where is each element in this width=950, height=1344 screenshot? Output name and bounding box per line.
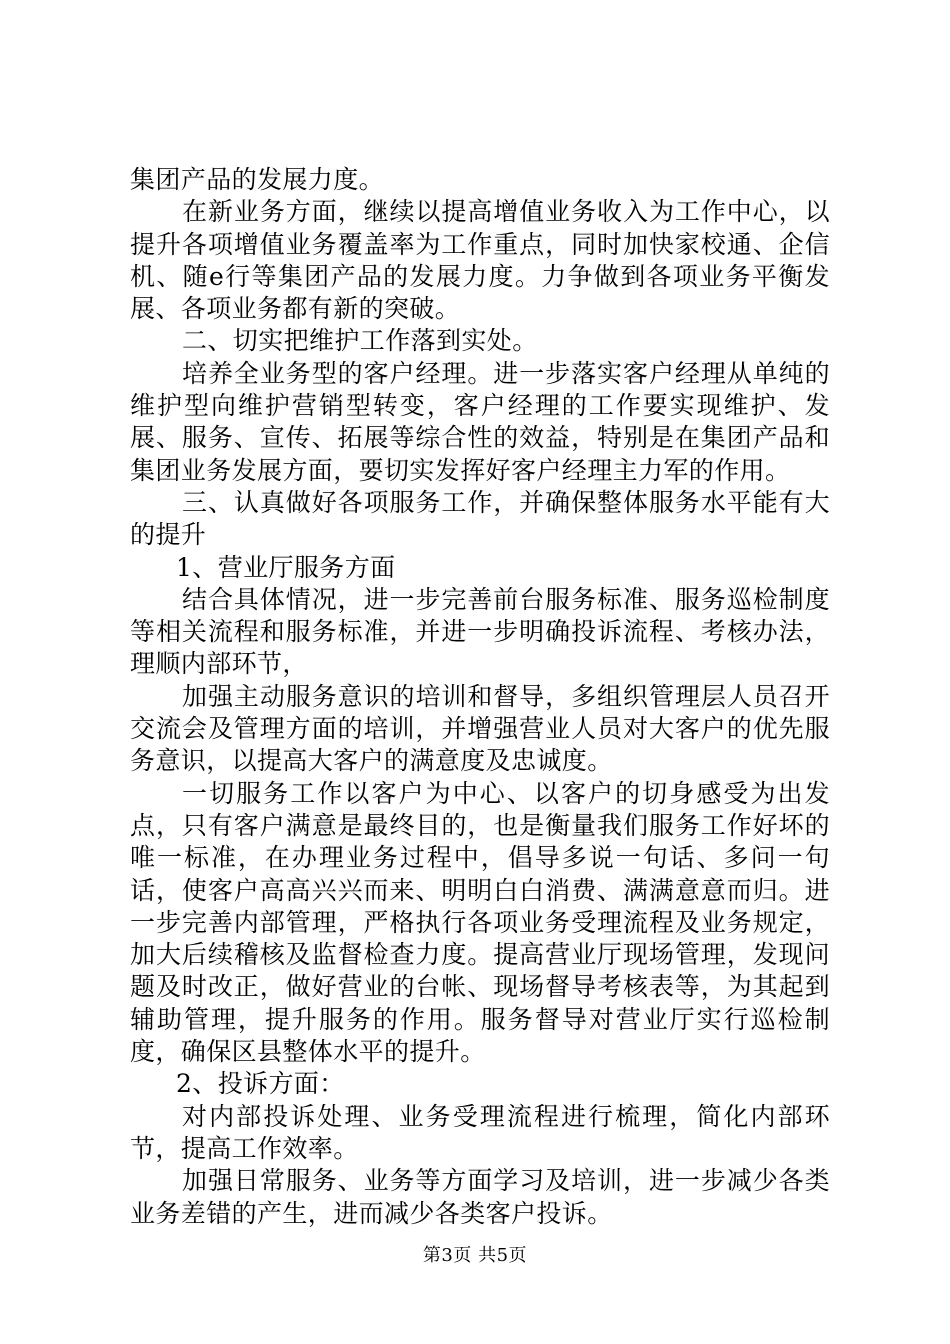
document-body — [130, 164, 830, 1230]
paragraph-7: 结合具体情况，进一步完善前台服务标准、服务巡检制度等相关流程和服务标准，并进一步明确投诉流程、考核办法，理顺内部环节， — [130, 584, 830, 679]
subsection-heading-1: 1、营业厅服务方面 — [176, 552, 396, 582]
paragraph-1: 集团产品的发展力度。 — [130, 165, 385, 194]
paragraph-4: 培养全业务型的客户经理。进一步落实客户经理从单纯的维护型向维护营销型转变，客户经理的工作要实现维护、发展、服务、宣传、拓展等综合性的效益，特别是在集团产品和集团业务发展方面，要切实发挥好客户经理主力军的作用。 — [130, 358, 830, 485]
subsection-heading-2: 2、投诉方面： — [176, 1069, 345, 1099]
paragraph-9: 一切服务工作以客户为中心、以客户的切身感受为出发点，只有客户满意是最终目的，也是衡量我们服务工作好坏的唯一标准，在办理业务过程中，倡导多说一句话、多问一句话，使客户高高兴兴而来、明明白白消费、满满意意而归。进一步完善内部管理，严格执行各项业务受理流程及业务规定，加大后续稽核及监督检查力度。提高营业厅现场管理，发现问题及时改正，做好营业的台帐、现场督导考核表等，为其起到辅助管理，提升服务的作用。服务督导对营业厅实行巡检制度，确保区县整体水平的提升。 — [130, 778, 830, 1067]
paragraph-11: 对内部投诉处理、业务受理流程进行梳理，简化内部环节，提高工作效率。 — [130, 1101, 830, 1163]
paragraph-2: 在新业务方面，继续以提高增值业务收入为工作中心，以提升各项增值业务覆盖率为工作重点，同时加快家校通、企信机、随e行等集团产品的发展力度。力争做到各项业务平衡发展、各项业务都有新的突破。 — [130, 197, 830, 324]
paragraph-8: 加强主动服务意识的培训和督导，多组织管理层人员召开交流会及管理方面的培训，并增强营业人员对大客户的优先服务意识，以提高大客户的满意度及忠诚度。 — [130, 681, 830, 776]
page-number-footer: 第3页 共5页 — [422, 1245, 528, 1266]
paragraph-12: 加强日常服务、业务等方面学习及培训，进一步减少各类业务差错的产生，进而减少各类客户投诉。 — [130, 1166, 830, 1228]
section-heading-2: 二、切实把维护工作落到实处。 — [182, 326, 538, 356]
section-heading-3: 三、认真做好各项服务工作，并确保整体服务水平能有大的提升 — [130, 487, 830, 550]
